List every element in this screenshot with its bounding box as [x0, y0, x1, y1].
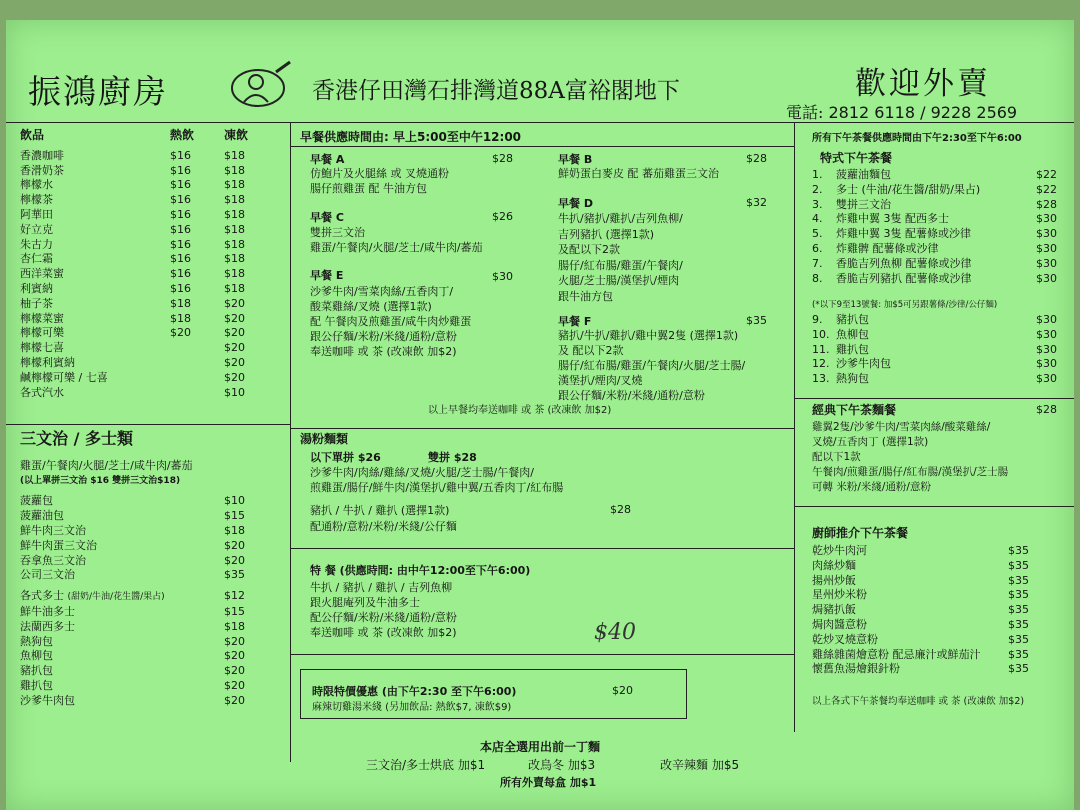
tea-price: $30 — [1036, 271, 1057, 285]
toast-item-row-price: $20 — [224, 693, 245, 707]
breakfast-f-title: 早餐 F — [558, 315, 592, 328]
chef-row-price: $35 — [1008, 662, 1029, 676]
divider-top — [6, 122, 1074, 123]
tea-price: $30 — [1036, 372, 1057, 386]
drink-name: 利賓納 — [20, 281, 53, 295]
tea-price: $28 — [1036, 197, 1057, 211]
text-line: 配 午餐肉及煎雞蛋/咸牛肉炒雞蛋 — [310, 315, 472, 328]
toast-item-row-name: 豬扒包 — [20, 664, 53, 678]
chef-logo-icon — [228, 58, 292, 110]
tea-price: $30 — [1036, 256, 1057, 270]
text-line: 跟公仔麵/米粉/米綫/通粉/意粉 — [558, 389, 705, 402]
tea-price: $30 — [1036, 342, 1057, 356]
text-line: 火腿/芝士腸/漢堡扒/煙肉 — [558, 274, 680, 287]
tea-row — [812, 328, 1062, 343]
drink-name: 杏仁霜 — [20, 252, 53, 266]
text-line: 牛扒/豬扒/雞扒/吉列魚柳/ — [558, 212, 683, 225]
chef-row — [812, 544, 1062, 559]
phone-numbers: 2812 6118 / 9228 2569 — [828, 103, 1018, 122]
tea-price: $30 — [1036, 357, 1057, 371]
drinks-list — [20, 149, 278, 401]
chef-row-name: 焗肉醬意粉 — [812, 617, 867, 631]
text-line: 奉送咖啡 或 茶 (改凍飲 加$2) — [310, 626, 457, 639]
drink-hot-price: $16 — [170, 267, 191, 281]
chef-row-name: 乾炒叉燒意粉 — [812, 632, 878, 646]
toast-item-row-name: 魚柳包 — [20, 649, 53, 663]
breakfast-c-price: $26 — [492, 210, 513, 223]
breakfast-a-price: $28 — [492, 152, 513, 165]
toast-item-row — [20, 605, 278, 620]
text-line: 雙拼三文治 — [310, 226, 365, 239]
chef-row — [812, 633, 1062, 648]
drink-name: 朱古力 — [20, 237, 53, 251]
drink-cold-price: $18 — [224, 222, 245, 236]
toast-item-row — [20, 664, 278, 679]
breakfast-e-lines — [310, 284, 471, 359]
text-line: 沙爹牛肉/雪菜肉絲/五香肉丁/ — [310, 285, 454, 298]
chef-row-price: $35 — [1008, 617, 1029, 631]
breakfast-f-lines — [558, 328, 745, 403]
drink-hot-price: $20 — [170, 326, 191, 340]
drink-cold-price: $18 — [224, 281, 245, 295]
tea-hours: 所有下午茶餐供應時間由下午2:30至下午6:00 — [812, 133, 1022, 144]
sandwich-row-name: 鮮牛肉三文治 — [20, 523, 86, 537]
drink-hot-price: $16 — [170, 207, 191, 221]
text-line: 雞翼2隻/沙爹牛肉/雪菜肉絲/酸菜雞絲/ — [812, 421, 991, 433]
drink-cold-price: $18 — [224, 148, 245, 162]
tea-name: 熱狗包 — [836, 372, 869, 386]
tea-classic-lines — [812, 420, 1008, 495]
tea-name: 魚柳包 — [836, 327, 869, 341]
tea-name: 多士 (牛油/花生醬/甜奶/果占) — [836, 182, 981, 196]
sandwich-row-price: $20 — [224, 538, 245, 552]
chef-row-name: 星州炒米粉 — [812, 588, 867, 602]
tea-foot-note: 以上各式下午茶餐均奉送咖啡 或 茶 (改凍飲 加$2) — [812, 696, 1025, 707]
tea-name: 香脆吉列豬扒 配薯條或沙律 — [836, 271, 972, 285]
drink-cold-price: $18 — [224, 163, 245, 177]
special-title: 特 餐 (供應時間: 由中午12:00至下午6:00) — [310, 564, 531, 577]
tea-note: (*以下9至13號餐: 加$5可另跟薯條/沙律/公仔麵) — [812, 300, 998, 310]
drink-cold-price: $18 — [224, 207, 245, 221]
drink-cold-price: $18 — [224, 237, 245, 251]
drink-hot-price: $16 — [170, 281, 191, 295]
drink-hot-price: $16 — [170, 193, 191, 207]
tea-row — [812, 372, 1062, 387]
drink-row — [20, 386, 278, 401]
breakfast-title: 早餐供應時間由: 早上5:00至中午12:00 — [300, 130, 522, 144]
breakfast-a-title: 早餐 A — [310, 153, 345, 166]
toast-price: $12 — [224, 589, 245, 603]
drink-name: 檸檬菜蜜 — [20, 311, 64, 325]
footer-line2a: 三文治/多士烘底 加$1 — [366, 758, 486, 772]
drink-row — [20, 193, 278, 208]
drink-hot-price: $16 — [170, 237, 191, 251]
divider-right — [794, 122, 795, 732]
sandwich-list — [20, 494, 278, 583]
tea-price: $30 — [1036, 327, 1057, 341]
footer-line1: 本店全選用出前一丁麵 — [480, 740, 601, 754]
toast-item-row — [20, 620, 278, 635]
sandwich-row-price: $10 — [224, 494, 245, 508]
chef-row — [812, 603, 1062, 618]
breakfast-note: 以上早餐均奉送咖啡 或 茶 (改凍飲 加$2) — [428, 405, 612, 416]
tea-name: 雙拼三文治 — [836, 197, 891, 211]
tea-price: $22 — [1036, 168, 1057, 181]
sandwich-row-name: 鮮牛肉蛋三文治 — [20, 538, 97, 552]
sandwich-row — [20, 568, 278, 583]
sandwich-line2: (以上單拼三文治 $16 雙拼三文治$18) — [20, 475, 181, 486]
drink-row — [20, 326, 278, 341]
sandwich-row-price: $35 — [224, 568, 245, 582]
drink-row — [20, 371, 278, 386]
promo-line: 麻辣切雞湯米綫 (另加飲品: 熱飲$7, 凍飲$9) — [312, 702, 512, 713]
toast-item-row-name: 雞扒包 — [20, 678, 53, 692]
toast-row — [20, 589, 278, 605]
tea-chef-title: 廚師推介下午茶餐 — [812, 526, 909, 540]
noodles-chop-line: 豬扒 / 牛扒 / 雞扒 (選擇1款) — [310, 504, 450, 517]
drink-row — [20, 312, 278, 327]
chef-row — [812, 588, 1062, 603]
drink-cold-price: $18 — [224, 267, 245, 281]
tea-special-list — [812, 168, 1062, 286]
divider-breakfast — [290, 428, 795, 429]
tea-classic-title: 經典下午茶麵餐 — [812, 403, 897, 417]
breakfast-d-price: $32 — [746, 196, 767, 209]
noodles-lines — [310, 465, 563, 495]
drink-name: 檸檬可樂 — [20, 326, 64, 340]
tea-num: 7. — [812, 256, 823, 270]
drink-hot-price: $16 — [170, 163, 191, 177]
drink-name: 香濃咖啡 — [20, 148, 64, 162]
drink-hot-price: $16 — [170, 148, 191, 162]
tea-num: 2. — [812, 182, 823, 196]
chef-row-name: 揚州炒飯 — [812, 573, 856, 587]
sandwich-row-price: $15 — [224, 509, 245, 523]
phone-line — [786, 100, 1017, 123]
toast-item-row-price: $20 — [224, 678, 245, 692]
tea-row — [812, 313, 1062, 328]
sandwich-section — [20, 429, 278, 709]
tea-row — [812, 257, 1062, 272]
breakfast-d-title: 早餐 D — [558, 197, 593, 210]
drink-hot-price — [170, 356, 224, 371]
drinks-section — [20, 128, 278, 400]
text-line: 跟牛油方包 — [558, 289, 613, 303]
tea-price: $30 — [1036, 313, 1057, 326]
drink-row — [20, 208, 278, 223]
restaurant-name: 振鴻廚房 — [28, 72, 168, 111]
drink-row — [20, 341, 278, 356]
drinks-col-hot: 熱飲 — [170, 128, 195, 142]
noodles-chop-line2: 配通粉/意粉/米粉/米綫/公仔麵 — [310, 520, 457, 533]
drink-hot-price: $18 — [170, 311, 191, 325]
divider-special — [290, 654, 795, 655]
drink-name: 鹹檸檬可樂 / 七喜 — [20, 370, 108, 384]
toast-item-row — [20, 694, 278, 709]
drink-row — [20, 164, 278, 179]
toast-item-row — [20, 649, 278, 664]
handwritten-price: $40 — [594, 620, 636, 645]
chef-row-price: $35 — [1008, 632, 1029, 646]
text-line: 跟公仔麵/米粉/米綫/通粉/意粉 — [310, 330, 457, 343]
noodles-chop-price: $28 — [610, 503, 631, 516]
toast-item-row-price: $18 — [224, 619, 245, 633]
drink-row — [20, 149, 278, 164]
tea-num: 5. — [812, 227, 823, 241]
sandwich-title: 三文治 / 多士類 — [20, 429, 133, 448]
drinks-title: 飲品 — [20, 128, 45, 142]
toast-item-row — [20, 635, 278, 650]
noodles-single: 以下單拼 $26 — [310, 451, 381, 464]
drink-name: 好立克 — [20, 222, 53, 236]
tea-name: 雞扒包 — [836, 342, 869, 356]
breakfast-b-price: $28 — [746, 152, 767, 165]
text-line: 奉送咖啡 或 茶 (改凍飲 加$2) — [310, 345, 457, 358]
tea-row — [812, 242, 1062, 257]
drink-cold-price: $20 — [224, 370, 245, 384]
breakfast-e-title: 早餐 E — [310, 269, 344, 282]
divider-noodles — [290, 548, 795, 549]
tea-num: 6. — [812, 241, 823, 255]
breakfast-b-title: 早餐 B — [558, 153, 593, 166]
drink-row — [20, 178, 278, 193]
tea-special-title: 特式下午茶餐 — [820, 151, 893, 165]
text-line: 午餐肉/煎雞蛋/腸仔/紅布腸/漢堡扒/芝士腸 — [812, 466, 1009, 478]
text-line: 配公仔麵/米粉/米綫/通粉/意粉 — [310, 611, 457, 624]
divider-left — [290, 122, 291, 762]
tea-price: $30 — [1036, 212, 1057, 226]
drink-cold-price: $18 — [224, 252, 245, 266]
tea-price: $30 — [1036, 241, 1057, 255]
drink-hot-price: $16 — [170, 178, 191, 192]
divider-tea2 — [794, 506, 1074, 507]
text-line: 豬扒/牛扒/雞扒/雞中翼2隻 (選擇1款) — [558, 329, 739, 342]
sandwich-row-price: $18 — [224, 523, 245, 537]
tea-row — [812, 183, 1062, 198]
chef-row-price: $35 — [1008, 558, 1029, 572]
tea-classic-price: $28 — [1036, 403, 1057, 416]
tea-bun-list — [812, 313, 1062, 387]
text-line: 叉燒/五香肉丁 (選擇1款) — [812, 436, 929, 448]
drink-cold-price: $20 — [224, 311, 245, 325]
chef-row-price: $35 — [1008, 544, 1029, 557]
drink-name: 各式汽水 — [20, 385, 64, 399]
drink-row — [20, 223, 278, 238]
breakfast-d-lines — [558, 211, 683, 304]
text-line: 雞蛋/午餐肉/火腿/芝士/咸牛肉/蕃茄 — [310, 241, 483, 254]
chef-row-name: 懷舊魚湯燴銀針粉 — [812, 662, 900, 676]
toast-item-row-price: $15 — [224, 604, 245, 618]
drink-name: 柚子茶 — [20, 296, 53, 310]
drink-name: 檸檬水 — [20, 178, 53, 192]
text-line: 酸菜雞絲/叉燒 (選擇1款) — [310, 300, 432, 313]
text-line: 可轉 米粉/米綫/通粉/意粉 — [812, 481, 931, 493]
text-line: 腸仔/紅布腸/雞蛋/午餐肉/火腿/芝士腸/ — [558, 359, 746, 372]
drink-cold-price: $20 — [224, 326, 245, 340]
toast-item-row-price: $20 — [224, 649, 245, 663]
noodles-title: 湯粉麵類 — [300, 432, 349, 446]
chef-row — [812, 618, 1062, 633]
sandwich-row — [20, 539, 278, 554]
toast-item-row-name: 沙爹牛肉包 — [20, 693, 75, 707]
sandwich-row — [20, 494, 278, 509]
welcome-takeaway: 歡迎外賣 — [855, 66, 991, 102]
promo-title: 時限特價優惠 (由下午2:30 至下午6:00) — [312, 685, 517, 698]
text-line: 仿鮑片及火腿絲 或 叉燒通粉 — [310, 167, 449, 180]
drink-row — [20, 356, 278, 371]
drink-cold-price: $18 — [224, 178, 245, 192]
drink-hot-price: $16 — [170, 222, 191, 236]
drink-name: 檸檬利賓納 — [20, 355, 75, 369]
toast-item-row-name: 鮮牛油多士 — [20, 604, 75, 618]
text-line: 跟火腿庵列及牛油多士 — [310, 596, 420, 609]
breakfast-a-lines — [310, 166, 449, 196]
chef-row-name: 肉絲炒麵 — [812, 558, 856, 572]
sandwich-row — [20, 554, 278, 569]
chef-row-price: $35 — [1008, 647, 1029, 661]
drink-row — [20, 267, 278, 282]
breakfast-c-title: 早餐 C — [310, 211, 344, 224]
tea-name: 沙爹牛肉包 — [836, 357, 891, 371]
tea-row — [812, 272, 1062, 287]
sandwich-row-name: 吞拿魚三文治 — [20, 553, 86, 567]
chef-row-name: 乾炒牛肉河 — [812, 544, 867, 557]
drinks-col-cold: 凍飲 — [224, 128, 249, 142]
text-line: 腸仔/紅布腸/雞蛋/午餐肉/ — [558, 258, 683, 272]
sandwich-row-price: $20 — [224, 553, 245, 567]
tea-name: 炸雞髀 配薯條或沙律 — [836, 241, 939, 255]
breakfast-f-price: $35 — [746, 314, 767, 327]
drink-hot-price: $18 — [170, 296, 191, 310]
text-line: 漢堡扒/煙肉/叉燒 — [558, 374, 643, 387]
drink-cold-price: $20 — [224, 341, 245, 355]
tea-row — [812, 198, 1062, 213]
text-line: 腸仔煎雞蛋 配 牛油方包 — [310, 182, 427, 195]
tea-num: 1. — [812, 168, 823, 181]
drink-hot-price: $16 — [170, 252, 191, 266]
tea-row — [812, 168, 1062, 183]
tea-num: 9. — [812, 313, 823, 326]
sandwich-row — [20, 509, 278, 524]
tea-num: 12. — [812, 357, 830, 371]
drink-name: 檸檬茶 — [20, 193, 53, 207]
tea-price: $30 — [1036, 227, 1057, 241]
drink-name: 西洋菜蜜 — [20, 267, 64, 281]
drink-name: 阿華田 — [20, 207, 53, 221]
toast-item-row-name: 熱狗包 — [20, 634, 53, 648]
noodles-double: 雙拼 $28 — [428, 451, 477, 464]
divider-drinks — [6, 424, 291, 425]
toast-item-row-price: $20 — [224, 664, 245, 678]
drink-cold-price: $18 — [224, 193, 245, 207]
toast-item-row — [20, 679, 278, 694]
breakfast-title-underline — [290, 146, 795, 147]
divider-tea1 — [794, 398, 1074, 399]
drink-row — [20, 238, 278, 253]
sandwich-row — [20, 524, 278, 539]
breakfast-b-lines — [558, 166, 719, 181]
footer-line3: 所有外賣每盒 加$1 — [500, 776, 597, 789]
tea-name: 炸雞中翼 3隻 配西多士 — [836, 212, 949, 226]
tea-num: 4. — [812, 212, 823, 226]
chef-row-price: $35 — [1008, 603, 1029, 617]
drink-hot-price — [170, 386, 224, 401]
text-line: 吉列豬扒 (選擇1款) — [558, 227, 655, 241]
drink-cold-price: $20 — [224, 355, 245, 369]
drink-cold-price: $20 — [224, 296, 245, 310]
special-lines — [310, 580, 457, 640]
drink-name: 香滑奶茶 — [20, 163, 64, 177]
tea-name: 炸雞中翼 3隻 配薯條或沙律 — [836, 227, 971, 241]
footer-line2b: 改烏冬 加$3 — [528, 758, 596, 772]
text-line: 煎雞蛋/腸仔/鮮牛肉/漢堡扒/雞中翼/五香肉丁/紅布腸 — [310, 481, 564, 494]
footer-line2c: 改辛辣麵 加$5 — [660, 758, 740, 772]
drink-hot-price — [170, 341, 224, 356]
chef-row — [812, 559, 1062, 574]
promo-price: $20 — [612, 684, 633, 697]
chef-row-name: 雞絲雜菌燴意粉 配忌廉汁或鮮茄汁 — [812, 647, 981, 661]
drink-hot-price — [170, 371, 224, 386]
tea-name: 香脆吉列魚柳 配薯條或沙律 — [836, 256, 972, 270]
text-line: 牛扒 / 豬扒 / 雞扒 / 吉列魚柳 — [310, 581, 453, 594]
chef-row — [812, 574, 1062, 589]
breakfast-c-lines — [310, 225, 483, 255]
sandwich-list2 — [20, 605, 278, 709]
text-line: 配以下1款 — [812, 451, 861, 463]
drink-row — [20, 252, 278, 267]
drink-row — [20, 297, 278, 312]
toast-note: (甜奶/牛油/花生醬/果占) — [67, 592, 165, 603]
tea-num: 10. — [812, 327, 830, 341]
breakfast-e-price: $30 — [492, 270, 513, 283]
tea-row — [812, 343, 1062, 358]
drink-name: 檸檬七喜 — [20, 341, 64, 355]
tea-name: 菠蘿油麵包 — [836, 168, 891, 181]
text-line: 及 配以下2款 — [558, 344, 624, 357]
toast-item-row-price: $20 — [224, 634, 245, 648]
drink-row — [20, 282, 278, 297]
text-line: 及配以下2款 — [558, 243, 620, 256]
text-line: 鮮奶蛋白麥皮 配 蕃茄雞蛋三文治 — [558, 167, 719, 180]
chef-row-price: $35 — [1008, 588, 1029, 602]
toast-name: 各式多士 — [20, 589, 64, 603]
address: 香港仔田灣石排灣道88A富裕閣地下 — [312, 78, 680, 104]
tea-name: 豬扒包 — [836, 313, 869, 326]
tea-num: 11. — [812, 342, 830, 356]
tea-chef-list — [812, 544, 1062, 677]
tea-num: 3. — [812, 197, 823, 211]
tea-price: $22 — [1036, 182, 1057, 196]
tea-row — [812, 357, 1062, 372]
chef-row-price: $35 — [1008, 573, 1029, 587]
tea-num: 13. — [812, 372, 830, 386]
tea-row — [812, 227, 1062, 242]
chef-row — [812, 648, 1062, 663]
sandwich-line1: 雞蛋/午餐肉/火腿/芝士/咸牛肉/蕃茄 — [20, 458, 193, 472]
sandwich-row-name: 公司三文治 — [20, 568, 75, 582]
drink-cold-price: $10 — [224, 385, 245, 399]
tea-row — [812, 212, 1062, 227]
phone-label: 電話: — [786, 103, 824, 122]
sandwich-row-name: 菠蘿包 — [20, 494, 53, 508]
chef-row-name: 焗豬扒飯 — [812, 603, 856, 617]
tea-num: 8. — [812, 271, 823, 285]
chef-row — [812, 662, 1062, 677]
text-line: 沙爹牛肉/肉絲/雞絲/叉燒/火腿/芝士腸/午餐肉/ — [310, 466, 534, 479]
toast-item-row-name: 法蘭西多士 — [20, 619, 75, 633]
sandwich-row-name: 菠蘿油包 — [20, 509, 64, 523]
